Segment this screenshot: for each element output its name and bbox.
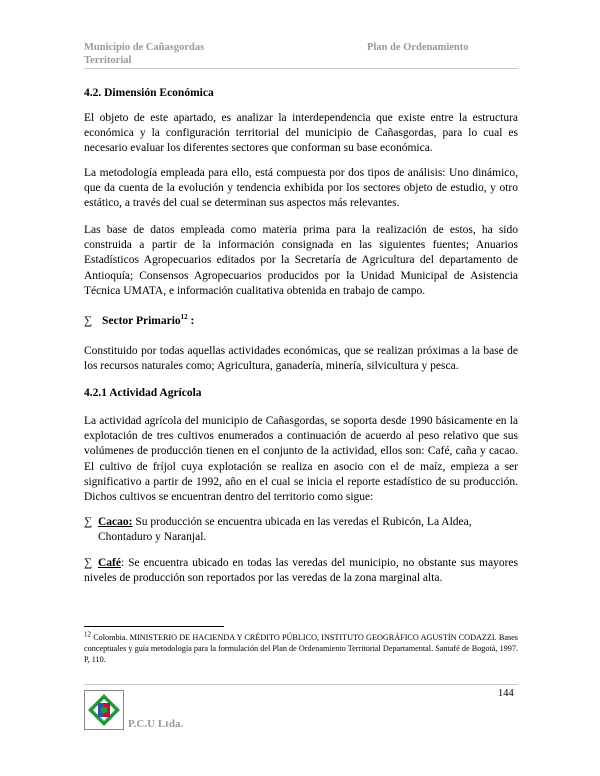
page-number: 144 — [498, 688, 514, 699]
paragraph-database: Las base de datos empleada como materia prima para la realización de estos, ha sido construida a partir de la información consignada en las siguientes fuentes; Anuarios Estadísticos Agropecuarios editados por la Secretaría de Agricultura del departamento de Antioquía; Consensos Agropecuarios producidos por la Unidad Municipal de Asistencia Técnica UMATA, e información cualitativa obtenida en trabajo de campo. — [84, 224, 518, 297]
paragraph-methodology: La metodología empleada para ello, está compuesta por dos tipos de análisis: Uno dinámico, que da cuenta de la evolución y tendencia exhibida por los sectores objeto de estudio, y otro estático, a través del cual se determinan sus aspectos más relevantes. — [84, 167, 518, 210]
sector-title: Sector Primario — [102, 315, 181, 327]
footnote-reference[interactable]: 12 — [180, 313, 188, 322]
footer-divider — [84, 684, 518, 685]
paragraph-objective: El objeto de este apartado, es analizar la interdependencia que existe entre la estructura económica y la configuración territorial del municipio de Cañasgordas, para lo cual es necesario evaluar los diferentes sectores que conforman su base económica. — [84, 112, 518, 155]
crop-text-continued: Chontaduro y Naranjal. — [98, 531, 207, 544]
crop-name: Café — [98, 557, 121, 569]
footnote-number: 12 — [84, 630, 91, 639]
company-name: P.C.U Ltda. — [128, 718, 184, 730]
sigma-bullet-icon: ∑ — [84, 557, 93, 569]
sigma-bullet-icon: ∑ — [84, 315, 93, 327]
footnote-divider — [84, 626, 224, 627]
header-divider — [84, 68, 518, 69]
company-logo — [84, 690, 124, 730]
paragraph-sector-primario: Constituido por todas aquellas actividades económicas, que se realizan próximas a la base de los recursos naturales como; Agricultura, ganadería, minería, silvicultura y pesca. — [84, 345, 518, 373]
sector-colon: : — [187, 315, 195, 327]
subsection-title: 4.2.1 Actividad Agrícola — [84, 387, 202, 399]
header-plan: Plan de Ordenamiento — [367, 42, 469, 53]
footnote — [84, 632, 518, 666]
sigma-bullet-icon: ∑ — [84, 516, 93, 528]
crop-text: : Se encuentra ubicado en todas las veredas del municipio, no obstante sus mayores niveles de producción son reportados por las veredas de la zona marginal alta. — [84, 557, 518, 585]
header-municipality: Municipio de Cañasgordas — [84, 42, 205, 53]
crop-item-cacao — [84, 515, 518, 545]
pcu-logo-icon — [84, 690, 124, 730]
sector-primario-heading — [84, 315, 194, 327]
crop-item-cafe — [84, 556, 518, 586]
footnote-text: Colombia. MINISTERIO DE HACIENDA Y CRÉDITO PÚBLICO, INSTITUTO GEOGRÁFICO AGUSTÍN CODAZZI. Bases conceptuales y guía metodología para la formulación del Plan de Ordenamiento Territorial Departamental. Santafé de Bogotá, 1997. P, 110. — [84, 633, 518, 665]
crop-text: Su producción se encuentra ubicada en las veredas el Rubicón, La Aldea, — [132, 516, 472, 528]
paragraph-agricola: La actividad agrícola del municipio de Cañasgordas, se soporta desde 1990 básicamente en la explotación de tres cultivos enumerados a continuación de acuerdo al peso relativo que sus volúmenes de producción tienen en el conjunto de la actividad, ellos son: Café, caña y cacao. El cultivo de fríjol cuya explotación se realiza en asocio con el de maíz, empieza a ser significativo a partir de 1992, año en el cual se inicia el reporte estadístico de su producción. Dichos cultivos se encuentran dentro del territorio como sigue: — [84, 415, 518, 504]
section-title: 4.2. Dimensión Económica — [84, 87, 214, 99]
header-territorial: Territorial — [84, 55, 132, 66]
crop-name: Cacao: — [98, 516, 133, 528]
